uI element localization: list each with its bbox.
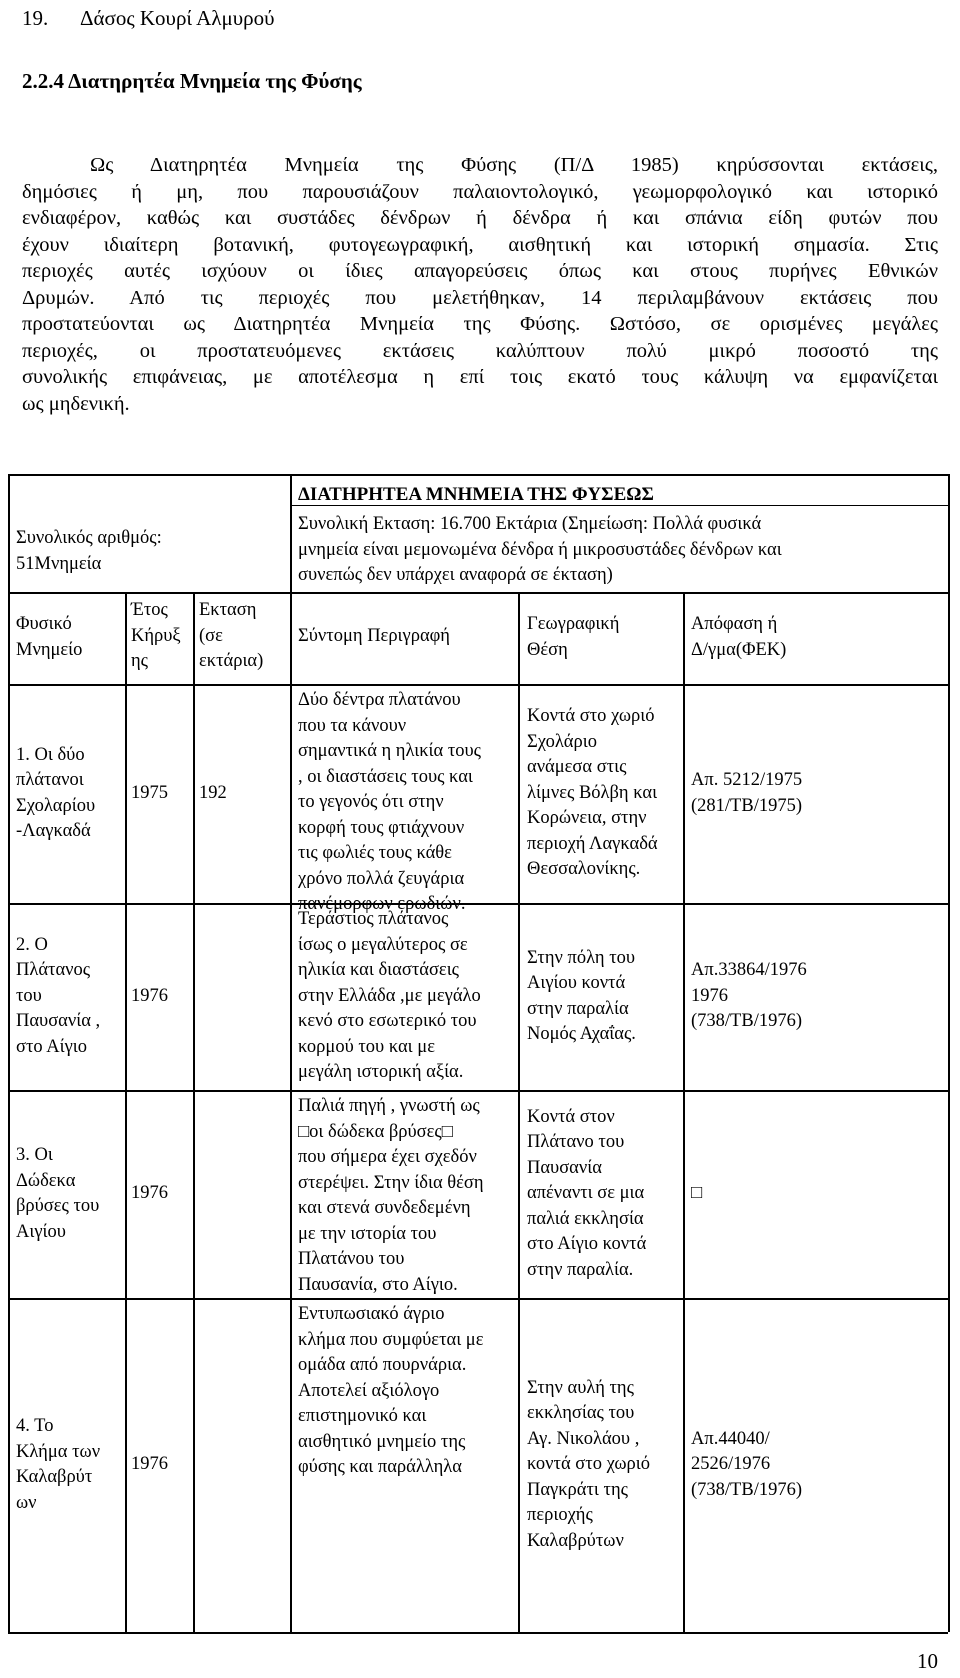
geographic-location-line: Πλάτανο του (527, 1132, 625, 1153)
decision-fek (691, 958, 807, 1035)
total-area-line: συνεπώς δεν υπάρχει αναφορά σε έκταση) (298, 565, 613, 585)
decision-fek-line: Απ. 5212/1975 (691, 770, 803, 790)
monument-name-line: 4. Το (16, 1416, 54, 1436)
table-rule (8, 1298, 948, 1300)
header-decision-line: Δ/γμα(ΦΕΚ) (691, 639, 787, 660)
section-title: 2.2.4 Διατηρητέα Μνημεία της Φύσης (22, 69, 362, 93)
monument-name (16, 1143, 99, 1245)
paragraph-line: συνολικής επιφάνειας, με αποτέλεσμα η επί τοις εκατό τους κάλυψη να εμφανίζεται (22, 366, 938, 388)
header-area-line: (σε (199, 625, 223, 646)
header-area (199, 598, 263, 675)
table-rule (683, 592, 685, 1632)
paragraph-line: δημόσιες ή μη, που παρουσιάζουν παλαιοντολογικό, γεωμορφολογικό και ιστορικό (22, 180, 938, 203)
header-year-line: Κήρυξ (131, 625, 181, 646)
geographic-location-line: Παυσανία (527, 1157, 602, 1178)
monument-name-line: 1. Οι δύο (16, 744, 85, 765)
header-decision (691, 612, 786, 663)
monument-name-line: ων (16, 1492, 37, 1513)
short-description-line: Αποτελεί αξιόλογο (298, 1380, 440, 1401)
decision-fek-line: (738/ΤΒ/1976) (691, 1011, 802, 1032)
table-rule (8, 592, 948, 594)
monument-name-line: στο Αίγιο (16, 1036, 88, 1057)
short-description-line: επιστημονικό και (298, 1406, 427, 1426)
monument-name-line: Καλαβρύτ (16, 1467, 93, 1487)
short-description-line: και στενά συνδεδεμένη (298, 1198, 471, 1218)
total-count (16, 526, 162, 577)
geographic-location-line: κοντά στο χωριό (527, 1454, 651, 1475)
geographic-location (527, 1376, 650, 1555)
monument-name-line: Παυσανία , (16, 1011, 101, 1032)
decision-fek-line: 1976 (691, 985, 728, 1006)
monument-name-line: 3. Οι (16, 1145, 53, 1165)
paragraph-line: ως μηδενική. (22, 392, 130, 415)
geographic-location-line: απέναντι σε μια (527, 1183, 645, 1204)
geographic-location-line: Καλαβρύτων (527, 1530, 624, 1551)
geographic-location-line: Στην πόλη του (527, 947, 636, 968)
list-item-number: 19. (22, 6, 49, 30)
total-area-line: Συνολική Εκταση: 16.700 Εκτάρια (Σημείωση: Πολλά φυσικά (298, 514, 762, 534)
paragraph-line: έχουν ιδιαίτερη βοτανική, φυτογεωγραφική, αισθητική και ιστορική σημασία. Στις (22, 233, 938, 256)
short-description-line: το γεγονός ότι στην (298, 792, 444, 812)
short-description-line: που σήμερα έχει σχεδόν (298, 1147, 477, 1167)
short-description-line: τις φωλιές τους κάθε (298, 843, 452, 863)
short-description-line: Παλιά πηγή , γνωστή ως (298, 1096, 480, 1116)
decision-fek-line: (281/ΤΒ/1975) (691, 795, 802, 816)
header-decision-line: Απόφαση ή (691, 614, 778, 634)
monument-name-line: πλάτανοι (16, 770, 84, 790)
geographic-location-line: περιοχή Λαγκαδά (527, 833, 658, 854)
monument-name-line: βρύσες του (16, 1196, 100, 1216)
header-description-line: Σύντομη Περιγραφή (298, 626, 450, 646)
geographic-location (527, 1105, 646, 1284)
short-description-line: Πλατάνου του (298, 1249, 405, 1269)
short-description-line: Παυσανία, στο Αίγιο. (298, 1274, 458, 1295)
short-description-line: κορφή τους φτιάχνουν (298, 817, 465, 838)
table-rule (290, 474, 292, 592)
table-rule (8, 474, 10, 1632)
short-description-line: αισθητικό μνημείο της (298, 1431, 466, 1452)
total-count-line: 51Μνημεία (16, 553, 102, 574)
monument-name (16, 1414, 100, 1516)
short-description-line: με την ιστορία του (298, 1223, 437, 1244)
short-description-line: ηλικία και διαστάσεις (298, 960, 459, 980)
geographic-location (527, 704, 658, 883)
short-description-line: Τεράστιος πλάτανος (298, 909, 449, 929)
table-rule (8, 474, 948, 476)
geographic-location-line: Αιγίου κοντά (527, 973, 626, 993)
table-rule (8, 684, 948, 686)
monument-name-line: του (16, 985, 42, 1006)
geographic-location-line: ανάμεσα στις (527, 757, 627, 778)
paragraph-line: προστατεύονται ως Διατηρητέα Μνημεία της Φύσης. Ωστόσο, σε ορισμένες μεγάλες (22, 313, 938, 335)
geographic-location-line: Κοντά στον (527, 1106, 615, 1127)
geographic-location-line: Κορώνεια, στην (527, 808, 647, 829)
paragraph-line: Ως Διατηρητέα Μνημεία της Φύσης (Π/Δ 1985) κηρύσσονται εκτάσεις, (90, 154, 938, 176)
decision-fek-line: (738/ΤΒ/1976) (691, 1479, 802, 1500)
table-rule (8, 1632, 948, 1634)
geographic-location-line: λίμνες Βόλβη και (527, 782, 658, 803)
table-title: ΔΙΑΤΗΡΗΤΕΑ ΜΝΗΜΕΙΑ ΤΗΣ ΦΥΣΕΩΣ (298, 484, 654, 505)
geographic-location-line: Αγ. Νικολάου , (527, 1428, 640, 1449)
short-description-line: σημαντικά η ηλικία τους (298, 741, 481, 761)
header-area-line: εκτάρια) (199, 651, 264, 671)
short-description-line: πανέμορφων ερωδιών. (298, 894, 466, 914)
monument-name-line: Κλήμα των (16, 1441, 101, 1462)
short-description-line: ίσως ο μεγαλύτερος σε (298, 934, 468, 955)
table-rule (290, 592, 292, 1632)
geographic-location-line: Θεσσαλονίκης. (527, 859, 641, 880)
short-description-line: κορμού του και με (298, 1036, 435, 1057)
geographic-location-line: παλιά εκκλησία (527, 1208, 644, 1229)
header-year-line: Έτος (131, 600, 168, 620)
decision-fek (691, 1181, 702, 1207)
area-hectares: 192 (199, 782, 227, 803)
monument-name-line: Αιγίου (16, 1221, 66, 1242)
table-rule (8, 1090, 948, 1092)
decision-fek-line: 2526/1976 (691, 1454, 771, 1475)
short-description-line: χρόνο πολλά ζευγάρια (298, 868, 465, 889)
geographic-location-line: στο Αίγιο κοντά (527, 1234, 647, 1255)
short-description-line: Εντυπωσιακό άγριο (298, 1304, 445, 1324)
declaration-year: 1975 (131, 782, 168, 803)
monument-name-line: 2. Ο (16, 934, 48, 955)
header-monument-line: Μνημείο (16, 639, 83, 660)
body-paragraph (22, 152, 938, 417)
header-year-line: ης (131, 651, 149, 671)
table-rule (518, 592, 520, 1632)
short-description-line: μεγάλη ιστορική αξία. (298, 1062, 464, 1082)
header-description (298, 624, 450, 650)
paragraph-line: ενδιαφέρον, καθώς και συστάδες δένδρων ή δένδρα ή και σπάνια είδη φυτών που (22, 207, 938, 229)
short-description-line: Δύο δέντρα πλατάνου (298, 690, 461, 710)
header-monument (16, 612, 82, 663)
short-description-line: που τα κάνουν (298, 715, 407, 736)
table-rule (125, 592, 127, 1632)
short-description-line: φύσης και παράλληλα (298, 1457, 462, 1477)
geographic-location-line: Σχολάριο (527, 731, 597, 752)
monument-name-line: -Λαγκαδά (16, 821, 91, 841)
page-number: 10 (917, 1649, 938, 1673)
short-description (298, 907, 481, 1086)
geographic-location-line: Νομός Αχαΐας. (527, 1024, 636, 1044)
short-description-line: ομάδα από πουρνάρια. (298, 1355, 467, 1375)
header-location (527, 612, 619, 663)
header-location-line: Γεωγραφική (527, 614, 620, 634)
declaration-year: 1976 (131, 1183, 168, 1204)
header-area-line: Εκταση (199, 600, 257, 620)
header-monument-line: Φυσικό (16, 614, 72, 634)
table-rule (193, 592, 195, 1632)
total-area (298, 512, 782, 589)
list-item-heading (22, 5, 275, 31)
geographic-location-line: εκκλησίας του (527, 1403, 635, 1424)
declaration-year: 1976 (131, 985, 168, 1006)
decision-fek (691, 1427, 802, 1504)
monument-name-line: Δώδεκα (16, 1170, 76, 1191)
geographic-location-line: Παγκράτι της (527, 1479, 628, 1500)
short-description-line: □οι δώδεκα βρύσες□ (298, 1121, 453, 1142)
short-description (298, 1302, 484, 1481)
list-item-text: Δάσος Κουρί Αλμυρού (80, 6, 275, 30)
table-rule (948, 474, 950, 1632)
geographic-location-line: περιοχής (527, 1505, 593, 1526)
header-year (131, 598, 181, 675)
geographic-location-line: στην παραλία (527, 998, 629, 1019)
short-description (298, 1094, 484, 1298)
decision-fek (691, 768, 802, 819)
geographic-location-line: στην παραλία. (527, 1259, 634, 1280)
monument-name-line: Πλάτανος (16, 960, 91, 981)
geographic-location (527, 946, 636, 1048)
short-description-line: , οι διαστάσεις τους και (298, 766, 473, 787)
monument-name (16, 743, 95, 845)
short-description-line: κενό στο εσωτερικό του (298, 1011, 477, 1031)
monument-name (16, 933, 100, 1061)
total-area-line: μνημεία είναι μεμονωμένα δένδρα ή μικροσυστάδες δένδρων και (298, 539, 782, 560)
decision-fek-line: □ (691, 1183, 703, 1204)
decision-fek-line: Απ.44040/ (691, 1428, 770, 1449)
decision-fek-line: Απ.33864/1976 (691, 960, 807, 981)
paragraph-line: περιοχές αυτές ισχύουν οι ίδιες απαγορεύσεις όπως και στους πυρήνες Εθνικών (22, 260, 938, 282)
monument-name-line: Σχολαρίου (16, 795, 96, 816)
short-description-line: στην Ελλάδα ,με μεγάλο (298, 985, 481, 1006)
paragraph-line: περιοχές, οι προστατευόμενες εκτάσεις καλύπτουν πολύ μικρό ποσοστό της (22, 339, 938, 362)
paragraph-line: Δρυμών. Από τις περιοχές που μελετήθηκαν, 14 περιλαμβάνουν εκτάσεις που (22, 286, 938, 309)
geographic-location-line: Κοντά στο χωριό (527, 706, 655, 727)
geographic-location-line: Στην αυλή της (527, 1377, 634, 1398)
short-description-line: κλήμα που συμφύεται με (298, 1329, 484, 1350)
short-description-line: στερέψει. Στην ίδια θέση (298, 1172, 484, 1193)
short-description (298, 688, 481, 918)
total-count-line: Συνολικός αριθμός: (16, 528, 162, 548)
declaration-year: 1976 (131, 1454, 168, 1475)
header-location-line: Θέση (527, 639, 568, 660)
